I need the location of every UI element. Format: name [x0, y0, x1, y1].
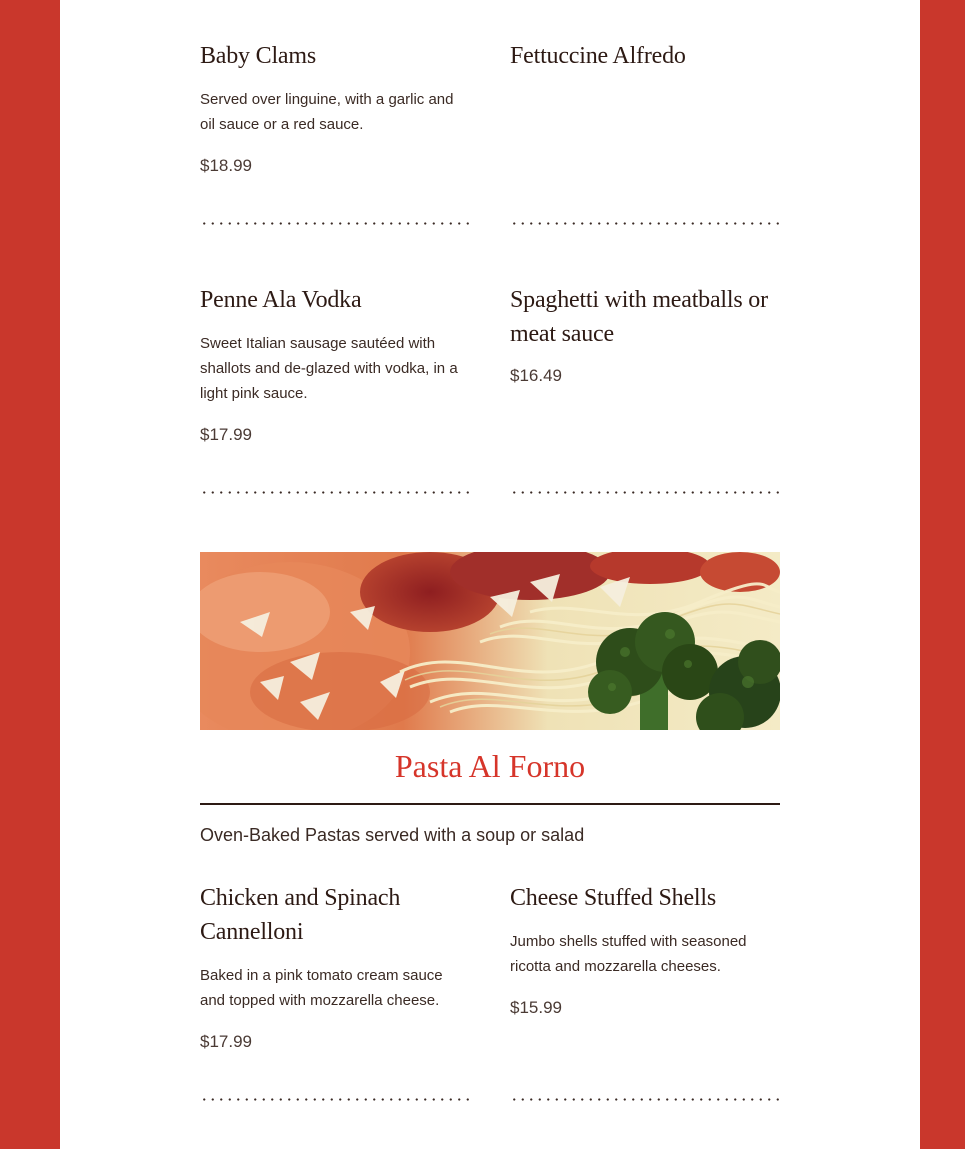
- menu-item-name: Spaghetti with meatballs or meat sauce: [510, 287, 768, 347]
- dotted-divider: [510, 491, 780, 494]
- pasta-photo-icon: [200, 552, 780, 730]
- menu-item-price: $15.99: [510, 998, 562, 1017]
- menu-item-name: Baby Clams: [200, 43, 316, 69]
- menu-item-price: $17.99: [200, 425, 252, 444]
- menu-item-chicken-spinach-cannelloni: [200, 881, 470, 1053]
- dotted-divider: [200, 491, 470, 494]
- menu-item-description: Sweet Italian sausage sautéed with shallots and de-glazed with vodka, in a light pink sauce.: [200, 335, 458, 402]
- menu-item-price: $18.99: [200, 156, 252, 175]
- menu-item-penne-ala-vodka: [200, 283, 470, 446]
- menu-item-cheese-stuffed-shells: [510, 881, 780, 1019]
- menu-item-description: Baked in a pink tomato cream sauce and topped with mozzarella cheese.: [200, 967, 443, 1009]
- dotted-divider: [200, 1098, 470, 1101]
- dotted-divider: [510, 222, 780, 225]
- menu-panel: [60, 0, 920, 1149]
- menu-item-price: $16.49: [510, 366, 562, 385]
- menu-item-name: Chicken and Spinach Cannelloni: [200, 885, 401, 945]
- section-divider: [200, 803, 780, 805]
- section-subtitle: Oven-Baked Pastas served with a soup or salad: [200, 825, 585, 845]
- menu-item-description: Served over linguine, with a garlic and oil sauce or a red sauce.: [200, 91, 454, 133]
- menu-item-name: Penne Ala Vodka: [200, 287, 362, 313]
- menu-item-name: Cheese Stuffed Shells: [510, 885, 716, 911]
- menu-item-name: Fettuccine Alfredo: [510, 43, 686, 69]
- dotted-divider: [510, 1098, 780, 1101]
- dotted-divider: [200, 222, 470, 225]
- menu-item-price: $17.99: [200, 1032, 252, 1051]
- section-title: Pasta Al Forno: [394, 748, 586, 784]
- menu-item-description: Jumbo shells stuffed with seasoned ricotta and mozzarella cheeses.: [510, 933, 747, 975]
- menu-item-spaghetti-meatballs: [510, 283, 780, 387]
- pasta-photo: [200, 552, 780, 730]
- menu-item-baby-clams: [200, 39, 470, 177]
- menu-item-fettuccine-alfredo: [510, 39, 780, 73]
